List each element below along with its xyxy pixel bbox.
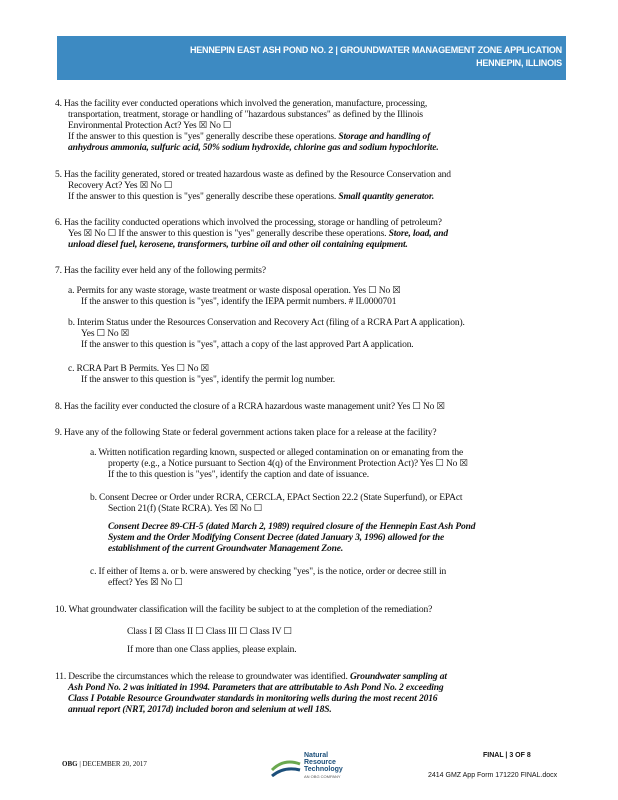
q7a-line-2: If the answer to this question is "yes", identify the IEPA permit numbers. # IL0000701 xyxy=(81,297,397,307)
footer-org: OBG xyxy=(62,760,78,768)
header-banner xyxy=(57,36,566,80)
q7b-line-2: Yes ☐ No ☒ xyxy=(81,329,130,339)
footer-page: FINAL | 3 OF 8 xyxy=(483,752,531,759)
q4-line-4: If the answer to this question is "yes" generally describe these operations. Storage and handling of xyxy=(68,132,431,142)
header-title: HENNEPIN EAST ASH POND NO. 2 | GROUNDWATER MANAGEMENT ZONE APPLICATION xyxy=(189,45,562,55)
footer-date: DECEMBER 20, 2017 xyxy=(82,760,147,768)
q4-line-1: 4. Has the facility ever conducted operations which involved the generation, manufacture, processing, xyxy=(55,99,428,109)
q10-classes: Class I ☒ Class II ☐ Class III ☐ Class IV ☐ xyxy=(127,627,292,637)
q9-line-1: 9. Have any of the following State or federal government actions taken place for a release at the facility? xyxy=(55,428,437,438)
q9c-line-1: c. If either of Items a. or b. were answered by checking "yes", is the notice, order or decree still in xyxy=(90,567,447,577)
q4-line-2: transportation, treatment, storage or handling of "hazardous substances" as defined by the Illinois xyxy=(68,110,423,120)
q4-line-5: anhydrous ammonia, sulfuric acid, 50% sodium hydroxide, chlorine gas and sodium hypochlorite. xyxy=(68,143,439,153)
q9b-line-2: Section 21(f) (State RCRA). Yes ☒ No ☐ xyxy=(108,504,263,514)
logo-swoosh-blue xyxy=(272,769,300,776)
q8-line-1: 8. Has the facility ever conducted the closure of a RCRA hazardous waste management unit? Yes ☐ No ☒ xyxy=(55,402,445,412)
q10-explain: If more than one Class applies, please explain. xyxy=(127,645,297,655)
q5-line-3: If the answer to this question is "yes" generally describe these operations. Small quantity generator. xyxy=(68,192,435,202)
q4-line-3: Environmental Protection Act? Yes ☒ No ☐ xyxy=(68,121,232,131)
q7c-line-1: c. RCRA Part B Permits. Yes ☐ No ☒ xyxy=(68,364,209,374)
q11-line-3: Class I Potable Resource Groundwater standards in monitoring wells during the most recent 2016 xyxy=(68,694,438,704)
q6-line-3: unload diesel fuel, kerosene, transformers, turbine oil and other oil containing equipment. xyxy=(68,240,408,250)
header-location: HENNEPIN, ILLINOIS xyxy=(476,58,562,68)
q9b-consent-2: System and the Order Modifying Consent Decree (dated January 3, 1996) allowed for the xyxy=(108,533,445,543)
q6-line-1: 6. Has the facility conducted operations which involved the processing, storage or handling of petroleum? xyxy=(55,218,442,228)
q7c-line-2: If the answer to this question is "yes", identify the permit log number. xyxy=(81,375,335,385)
q9c-line-2: effect? Yes ☒ No ☐ xyxy=(108,578,183,588)
q11-line-2: Ash Pond No. 2 was initiated in 1994. Parameters that are attributable to Ash Pond No. 2 exceeding xyxy=(68,683,444,693)
q9a-line-2: property (e.g., a Notice pursuant to Section 4(q) of the Environment Protection Act)? Yes ☐ No ☒ xyxy=(108,459,468,469)
footer-filename: 2414 GMZ App Form 171220 FINAL.docx xyxy=(428,772,558,779)
q7b-line-1: b. Interim Status under the Resources Conservation and Recovery Act (filing of a RCRA Part A application). xyxy=(68,318,465,328)
q9b-line-1: b. Consent Decree or Order under RCRA, CERCLA, EPAct Section 22.2 (State Superfund), or EPAct xyxy=(90,493,463,503)
q5-line-1: 5. Has the facility generated, stored or treated hazardous waste as defined by the Resource Conservation and xyxy=(55,170,451,180)
q9a-line-1: a. Written notification regarding known, suspected or alleged contamination on or emanating from the xyxy=(90,448,464,458)
q10-line-1: 10. What groundwater classification will the facility be subject to at the completion of the remediation? xyxy=(55,605,433,615)
q7b-line-3: If the answer to this question is "yes", attach a copy of the last approved Part A application. xyxy=(81,340,414,350)
logo-text: Natural Resource Technology AN OBG COMPANY xyxy=(304,752,343,779)
q9b-consent-3: establishment of the current Groundwater Management Zone. xyxy=(108,544,344,554)
q5-line-2: Recovery Act? Yes ☒ No ☐ xyxy=(68,181,173,191)
q11-line-4: annual report (NRT, 2017d) included boron and selenium at well 18S. xyxy=(68,705,332,715)
footer-left: OBG | DECEMBER 20, 2017 xyxy=(62,760,147,768)
q11-line-1: 11. Describe the circumstances which the release to groundwater was identified. Groundwater sampling at xyxy=(55,672,447,682)
q9a-line-3: If the to this question is "yes", identify the caption and date of issuance. xyxy=(108,470,369,480)
q9b-consent-1: Consent Decree 89-CH-5 (dated March 2, 1989) required closure of the Hennepin East Ash Pond xyxy=(108,522,476,532)
q6-line-2: Yes ☒ No ☐ If the answer to this question is "yes" generally describe these operations. Store, load, and xyxy=(68,229,448,239)
q7-line-1: 7. Has the facility ever held any of the following permits? xyxy=(55,266,266,276)
q7a-line-1: a. Permits for any waste storage, waste treatment or waste disposal operation. Yes ☐ No ☒ xyxy=(68,286,401,296)
